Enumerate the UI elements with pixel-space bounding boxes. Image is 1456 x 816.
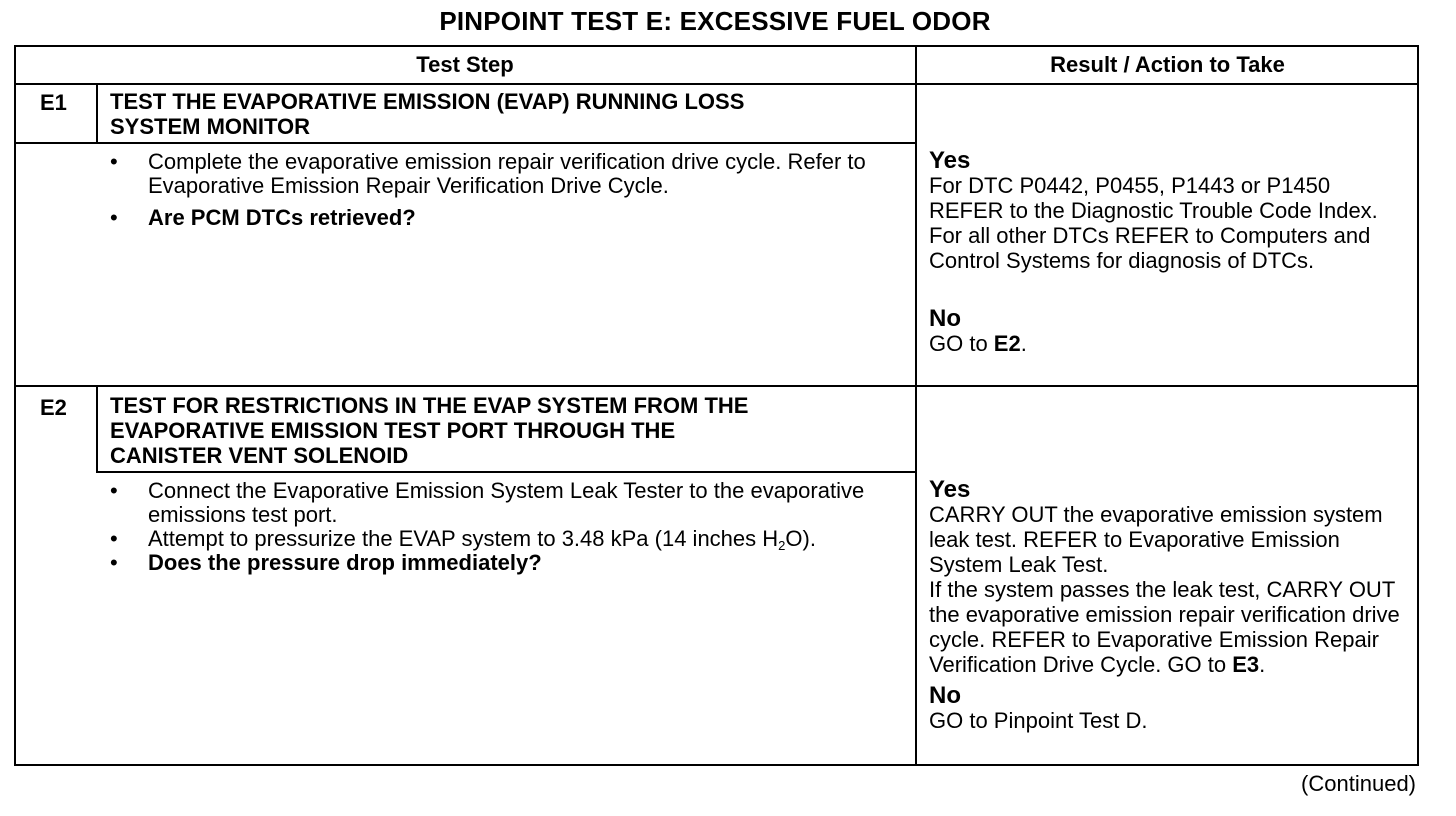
no-action: GO to E2. xyxy=(929,331,1027,356)
step-list-e2 xyxy=(110,479,890,575)
result-e1 xyxy=(929,148,1409,356)
step-heading-e1: TEST THE EVAPORATIVE EMISSION (EVAP) RUNNING LOSS SYSTEM MONITOR xyxy=(110,89,745,139)
no-action: GO to Pinpoint Test D. xyxy=(929,708,1148,733)
column-divider-main xyxy=(915,45,917,766)
row-divider xyxy=(14,385,1419,387)
e2-heading-divider xyxy=(96,471,916,473)
yes-action: For DTC P0442, P0455, P1443 or P1450 REFER to the Diagnostic Trouble Code Index. For all other DTCs REFER to Computers and Control Systems for diagnosis of DTCs. xyxy=(929,173,1378,273)
step-item: • Attempt to pressurize the EVAP system to 3.48 kPa (14 inches $H_2O$). xyxy=(110,526,816,553)
step-id-e2: E2 xyxy=(40,395,67,420)
header-result-action: Result / Action to Take xyxy=(1050,52,1285,77)
header-divider xyxy=(14,83,1419,85)
step-item-question: • Does the pressure drop immediately? xyxy=(110,550,542,575)
result-e2 xyxy=(929,477,1414,733)
e1-heading-divider xyxy=(14,142,916,144)
step-item: • Complete the evaporative emission repair verification drive cycle. Refer to Evaporative Emission Repair Verification Drive Cycle. xyxy=(110,149,866,198)
yes-label: Yes xyxy=(929,476,971,503)
continued-note: (Continued) xyxy=(1301,771,1416,796)
column-divider-id-e2 xyxy=(96,387,98,473)
step-heading-e2: TEST FOR RESTRICTIONS IN THE EVAP SYSTEM FROM THE EVAPORATIVE EMISSION TEST PORT THROUGH THE CANISTER VENT SOLENOID xyxy=(110,393,749,468)
step-list-e1 xyxy=(110,150,900,230)
step-item-question: • Are PCM DTCs retrieved? xyxy=(110,205,416,230)
no-label: No xyxy=(929,305,961,332)
no-label: No xyxy=(929,682,961,709)
yes-action-followup: If the system passes the leak test, CARRY OUT the evaporative emission repair verification drive cycle. REFER to Evaporative Emission Repair Verification Drive Cycle. GO to E3. xyxy=(929,577,1400,677)
column-divider-id-e1 xyxy=(96,84,98,143)
step-item: • Connect the Evaporative Emission System Leak Tester to the evaporative emissions test port. xyxy=(110,478,865,527)
header-test-step: Test Step xyxy=(416,52,514,77)
page-title: PINPOINT TEST E: EXCESSIVE FUEL ODOR xyxy=(439,6,991,36)
step-id-e1: E1 xyxy=(40,90,67,115)
yes-action: CARRY OUT the evaporative emission system leak test. REFER to Evaporative Emission System Leak Test. xyxy=(929,502,1383,577)
yes-label: Yes xyxy=(929,147,971,174)
